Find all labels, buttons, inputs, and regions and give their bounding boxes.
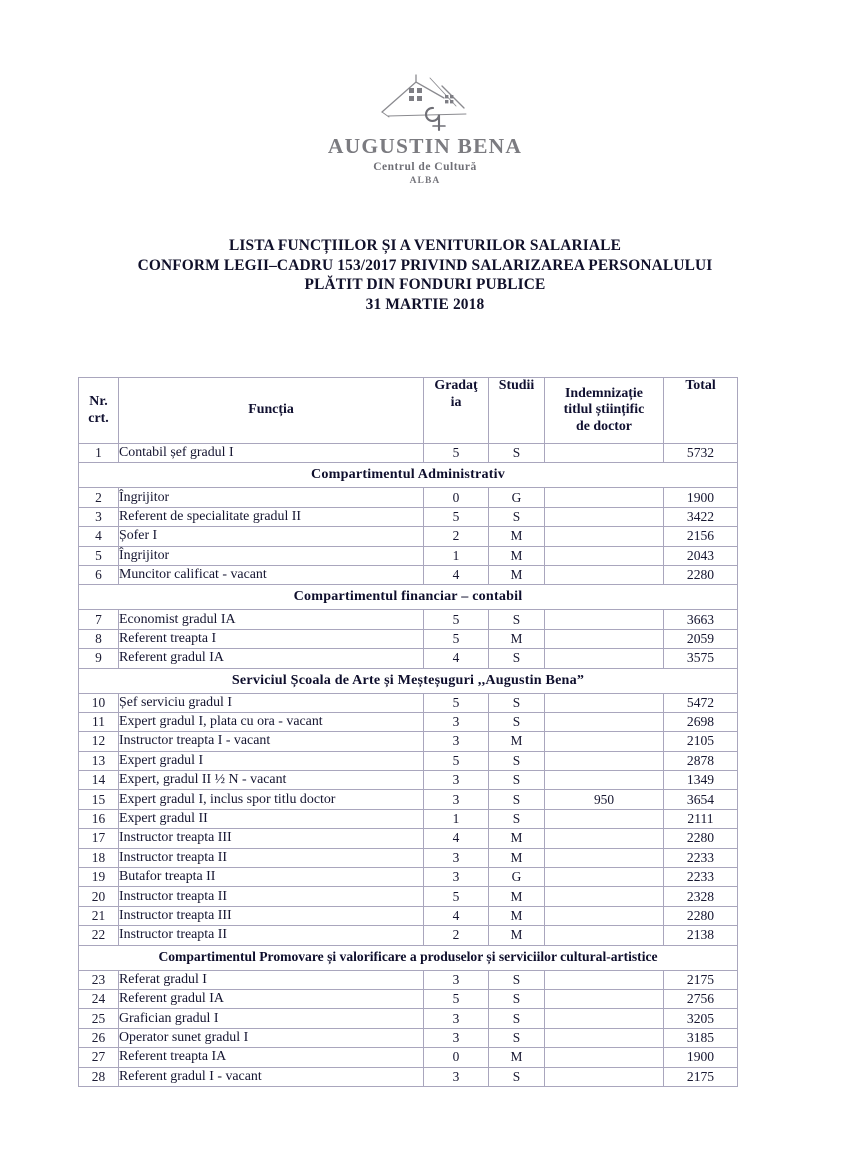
cell-indemnizatie	[545, 732, 664, 751]
column-header-gradatia-line2: ia	[450, 394, 462, 410]
cell-indemnizatie	[545, 610, 664, 629]
cell-indemnizatie	[545, 887, 664, 906]
cell-functia: Instructor treapta II	[119, 887, 424, 906]
cell-nr: 25	[79, 1009, 119, 1028]
cell-gradatia: 2	[424, 926, 489, 945]
cell-functia: Referent de specialitate gradul II	[119, 507, 424, 526]
cell-nr: 18	[79, 848, 119, 867]
column-header-nr-crt	[79, 378, 119, 444]
cell-studii: S	[489, 693, 545, 712]
table-row	[79, 546, 738, 565]
cell-functia: Expert gradul II	[119, 809, 424, 828]
cell-functia: Economist gradul IA	[119, 610, 424, 629]
table-row	[79, 887, 738, 906]
cell-functia: Îngrijitor	[119, 488, 424, 507]
cell-studii: S	[489, 989, 545, 1008]
column-header-indemnizatie-line2: titlul științific	[563, 402, 645, 418]
cell-studii: S	[489, 1009, 545, 1028]
column-header-indemnizatie-line3: de doctor	[576, 418, 632, 434]
table-body	[79, 444, 738, 1087]
cell-indemnizatie	[545, 565, 664, 584]
cell-gradatia: 1	[424, 546, 489, 565]
table-row	[79, 507, 738, 526]
organization-name: AUGUSTIN BENA	[327, 134, 523, 158]
cell-indemnizatie	[545, 527, 664, 546]
column-header-total: Total	[664, 378, 738, 444]
table-row	[79, 1009, 738, 1028]
cell-functia: Referent treapta IA	[119, 1048, 424, 1067]
cell-total: 2138	[664, 926, 738, 945]
cell-studii: M	[489, 906, 545, 925]
organization-subtitle: Centrul de Cultură	[373, 161, 477, 174]
cell-total: 2111	[664, 809, 738, 828]
cell-studii: M	[489, 629, 545, 648]
cell-studii: S	[489, 610, 545, 629]
cell-total: 3575	[664, 649, 738, 668]
cell-gradatia: 3	[424, 1067, 489, 1086]
section-label: Serviciul Școala de Arte și Meșteșuguri ,,Augustin Bena”	[79, 668, 738, 693]
cell-nr: 1	[79, 444, 119, 463]
table-row	[79, 610, 738, 629]
cell-gradatia: 5	[424, 751, 489, 770]
table-row	[79, 751, 738, 770]
cell-indemnizatie	[545, 1067, 664, 1086]
cell-indemnizatie	[545, 868, 664, 887]
cell-total: 1900	[664, 488, 738, 507]
cell-studii: S	[489, 809, 545, 828]
cell-gradatia: 4	[424, 565, 489, 584]
cell-indemnizatie	[545, 444, 664, 463]
cell-indemnizatie	[545, 829, 664, 848]
cell-functia: Expert gradul I, inclus spor titlu doctor	[119, 790, 424, 809]
cell-functia: Instructor treapta II	[119, 848, 424, 867]
cell-total: 2698	[664, 712, 738, 731]
cell-gradatia: 4	[424, 906, 489, 925]
cell-nr: 22	[79, 926, 119, 945]
cell-nr: 23	[79, 970, 119, 989]
cell-gradatia: 3	[424, 732, 489, 751]
cell-functia: Operator sunet gradul I	[119, 1028, 424, 1047]
cell-nr: 8	[79, 629, 119, 648]
column-header-studii: Studii	[489, 378, 545, 444]
cell-functia: Instructor treapta II	[119, 926, 424, 945]
table-row	[79, 989, 738, 1008]
table-row	[79, 970, 738, 989]
cell-nr: 12	[79, 732, 119, 751]
cell-total: 3185	[664, 1028, 738, 1047]
section-label: Compartimentul Promovare și valorificare a produselor și serviciilor cultural-artistice	[79, 945, 738, 970]
cell-studii: S	[489, 1067, 545, 1086]
cell-indemnizatie	[545, 906, 664, 925]
cell-studii: S	[489, 970, 545, 989]
cell-functia: Butafor treapta II	[119, 868, 424, 887]
table-row	[79, 527, 738, 546]
column-header-indemnizatie-line1: Indemnizație	[565, 385, 643, 401]
cell-studii: S	[489, 507, 545, 526]
cell-studii: M	[489, 1048, 545, 1067]
cell-gradatia: 3	[424, 1009, 489, 1028]
table-row	[79, 771, 738, 790]
table-header	[79, 378, 738, 444]
cell-functia: Referent treapta I	[119, 629, 424, 648]
cell-studii: M	[489, 848, 545, 867]
title-line-3: PLĂTIT DIN FONDURI PUBLICE	[304, 276, 546, 293]
cell-indemnizatie	[545, 712, 664, 731]
column-header-gradatia-line1: Gradaţ	[434, 378, 478, 393]
cell-nr: 28	[79, 1067, 119, 1086]
cell-functia: Referent gradul IA	[119, 989, 424, 1008]
table-header-row	[79, 378, 738, 444]
title-line-1: LISTA FUNCȚIILOR ȘI A VENITURILOR SALARIALE	[228, 237, 622, 254]
table-row	[79, 565, 738, 584]
table-row	[79, 1028, 738, 1047]
cell-gradatia: 2	[424, 527, 489, 546]
cell-studii: G	[489, 488, 545, 507]
cell-total: 5732	[664, 444, 738, 463]
column-header-functia: Funcția	[119, 378, 424, 444]
cell-gradatia: 5	[424, 887, 489, 906]
cell-functia: Îngrijitor	[119, 546, 424, 565]
cell-nr: 16	[79, 809, 119, 828]
cell-functia: Referent gradul IA	[119, 649, 424, 668]
cell-total: 2156	[664, 527, 738, 546]
cell-functia: Șofer I	[119, 527, 424, 546]
cell-gradatia: 0	[424, 1048, 489, 1067]
cell-nr: 4	[79, 527, 119, 546]
table-section-row	[79, 463, 738, 488]
cell-gradatia: 5	[424, 507, 489, 526]
table-row	[79, 868, 738, 887]
cell-gradatia: 5	[424, 444, 489, 463]
cell-total: 2280	[664, 565, 738, 584]
cell-nr: 13	[79, 751, 119, 770]
house-roof-spiral-logo-icon	[370, 72, 480, 134]
cell-studii: S	[489, 751, 545, 770]
cell-gradatia: 4	[424, 829, 489, 848]
cell-studii: M	[489, 887, 545, 906]
table-row	[79, 712, 738, 731]
cell-indemnizatie	[545, 1009, 664, 1028]
table-section-row	[79, 668, 738, 693]
cell-total: 2175	[664, 1067, 738, 1086]
table-section-row	[79, 585, 738, 610]
cell-studii: M	[489, 527, 545, 546]
table-row	[79, 732, 738, 751]
cell-indemnizatie	[545, 989, 664, 1008]
cell-indemnizatie: 950	[545, 790, 664, 809]
cell-indemnizatie	[545, 926, 664, 945]
table-row	[79, 693, 738, 712]
table-row	[79, 1067, 738, 1086]
cell-functia: Referat gradul I	[119, 970, 424, 989]
cell-studii: S	[489, 444, 545, 463]
cell-gradatia: 5	[424, 989, 489, 1008]
cell-studii: M	[489, 546, 545, 565]
cell-total: 3654	[664, 790, 738, 809]
cell-nr: 3	[79, 507, 119, 526]
cell-total: 2233	[664, 848, 738, 867]
cell-nr: 7	[79, 610, 119, 629]
cell-functia: Instructor treapta III	[119, 906, 424, 925]
cell-nr: 26	[79, 1028, 119, 1047]
cell-total: 2878	[664, 751, 738, 770]
salary-table	[78, 377, 738, 1087]
cell-total: 2043	[664, 546, 738, 565]
table-row	[79, 629, 738, 648]
cell-total: 2175	[664, 970, 738, 989]
cell-functia: Referent gradul I - vacant	[119, 1067, 424, 1086]
cell-studii: S	[489, 712, 545, 731]
cell-studii: M	[489, 829, 545, 848]
column-header-indemnizatie	[545, 378, 664, 444]
cell-gradatia: 3	[424, 790, 489, 809]
cell-nr: 17	[79, 829, 119, 848]
cell-total: 3663	[664, 610, 738, 629]
section-label: Compartimentul financiar – contabil	[79, 585, 738, 610]
cell-indemnizatie	[545, 488, 664, 507]
cell-indemnizatie	[545, 848, 664, 867]
cell-gradatia: 3	[424, 848, 489, 867]
cell-nr: 20	[79, 887, 119, 906]
cell-nr: 11	[79, 712, 119, 731]
document-title	[0, 236, 850, 314]
cell-studii: S	[489, 790, 545, 809]
cell-functia: Instructor treapta I - vacant	[119, 732, 424, 751]
cell-gradatia: 5	[424, 629, 489, 648]
cell-nr: 6	[79, 565, 119, 584]
cell-studii: S	[489, 771, 545, 790]
cell-functia: Șef serviciu gradul I	[119, 693, 424, 712]
salary-table-container	[78, 377, 737, 1087]
table-row	[79, 906, 738, 925]
cell-studii: S	[489, 649, 545, 668]
cell-indemnizatie	[545, 970, 664, 989]
cell-total: 5472	[664, 693, 738, 712]
cell-nr: 10	[79, 693, 119, 712]
cell-total: 1349	[664, 771, 738, 790]
cell-total: 3205	[664, 1009, 738, 1028]
cell-total: 3422	[664, 507, 738, 526]
cell-gradatia: 5	[424, 693, 489, 712]
cell-studii: M	[489, 926, 545, 945]
cell-gradatia: 3	[424, 970, 489, 989]
section-label: Compartimentul Administrativ	[79, 463, 738, 488]
cell-indemnizatie	[545, 1048, 664, 1067]
column-header-gradatia	[424, 378, 489, 444]
cell-nr: 9	[79, 649, 119, 668]
cell-gradatia: 3	[424, 771, 489, 790]
table-row	[79, 829, 738, 848]
table-section-row	[79, 945, 738, 970]
cell-indemnizatie	[545, 507, 664, 526]
cell-total: 2280	[664, 906, 738, 925]
cell-indemnizatie	[545, 546, 664, 565]
cell-indemnizatie	[545, 629, 664, 648]
cell-gradatia: 3	[424, 712, 489, 731]
cell-functia: Grafician gradul I	[119, 1009, 424, 1028]
cell-gradatia: 4	[424, 649, 489, 668]
table-row	[79, 649, 738, 668]
cell-functia: Expert gradul I, plata cu ora - vacant	[119, 712, 424, 731]
cell-functia: Instructor treapta III	[119, 829, 424, 848]
table-row	[79, 488, 738, 507]
cell-indemnizatie	[545, 809, 664, 828]
table-row	[79, 790, 738, 809]
organization-county: ALBA	[409, 175, 441, 186]
table-row	[79, 1048, 738, 1067]
cell-nr: 19	[79, 868, 119, 887]
cell-functia: Contabil șef gradul I	[119, 444, 424, 463]
cell-studii: M	[489, 732, 545, 751]
cell-indemnizatie	[545, 693, 664, 712]
title-line-2: CONFORM LEGII–CADRU 153/2017 PRIVIND SALARIZAREA PERSONALULUI	[137, 256, 713, 274]
cell-indemnizatie	[545, 649, 664, 668]
cell-nr: 15	[79, 790, 119, 809]
cell-gradatia: 3	[424, 868, 489, 887]
organization-logo-block	[0, 72, 850, 186]
cell-functia: Muncitor calificat - vacant	[119, 565, 424, 584]
cell-total: 1900	[664, 1048, 738, 1067]
column-header-nr-line1: Nr.	[89, 394, 108, 409]
cell-gradatia: 1	[424, 809, 489, 828]
cell-studii: S	[489, 1028, 545, 1047]
table-row	[79, 848, 738, 867]
title-line-4: 31 MARTIE 2018	[365, 295, 485, 313]
table-row	[79, 444, 738, 463]
cell-indemnizatie	[545, 751, 664, 770]
cell-nr: 21	[79, 906, 119, 925]
cell-total: 2756	[664, 989, 738, 1008]
table-row	[79, 809, 738, 828]
cell-total: 2280	[664, 829, 738, 848]
column-header-nr-line2: crt.	[88, 410, 109, 426]
cell-indemnizatie	[545, 771, 664, 790]
cell-gradatia: 5	[424, 610, 489, 629]
cell-studii: G	[489, 868, 545, 887]
cell-functia: Expert gradul I	[119, 751, 424, 770]
cell-nr: 5	[79, 546, 119, 565]
cell-nr: 27	[79, 1048, 119, 1067]
cell-total: 2059	[664, 629, 738, 648]
cell-nr: 14	[79, 771, 119, 790]
cell-nr: 24	[79, 989, 119, 1008]
cell-total: 2105	[664, 732, 738, 751]
cell-studii: M	[489, 565, 545, 584]
cell-functia: Expert, gradul II ½ N - vacant	[119, 771, 424, 790]
cell-total: 2233	[664, 868, 738, 887]
cell-total: 2328	[664, 887, 738, 906]
cell-gradatia: 0	[424, 488, 489, 507]
cell-indemnizatie	[545, 1028, 664, 1047]
table-row	[79, 926, 738, 945]
cell-nr: 2	[79, 488, 119, 507]
cell-gradatia: 3	[424, 1028, 489, 1047]
